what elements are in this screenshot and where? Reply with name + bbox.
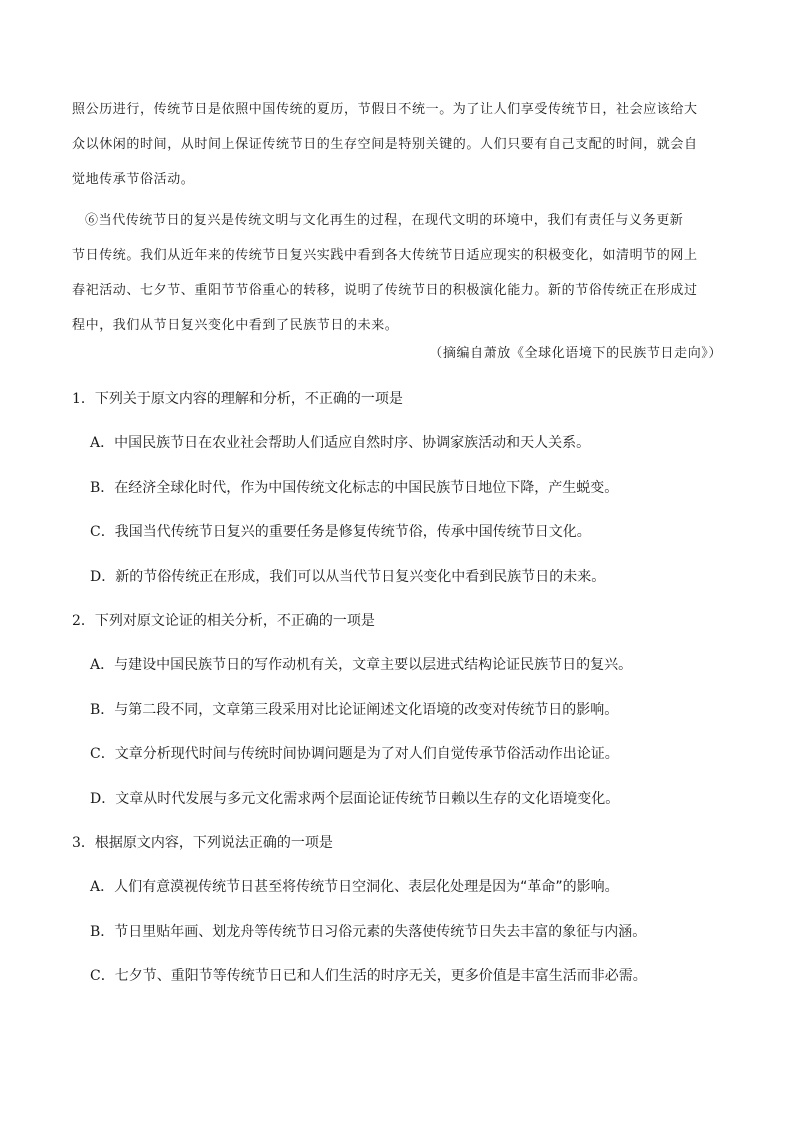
option-letter: B． xyxy=(90,923,115,940)
passage-paragraph-6 xyxy=(72,203,722,343)
option-text: 节日里贴年画、划龙舟等传统节日习俗元素的失落使传统节日失去丰富的象征与内涵。 xyxy=(114,923,647,940)
question-1 xyxy=(72,388,732,610)
passage-source: （摘编自萧放《全球化语境下的民族节日走向》） xyxy=(429,346,722,361)
question-number: 1． xyxy=(72,391,95,407)
question-2 xyxy=(72,610,732,832)
option-text: 人们有意漠视传统节日甚至将传统节日空洞化、表层化处理是因为“革命”的影响。 xyxy=(114,879,619,895)
option-text: 在经济全球化时代，作为中国传统文化标志的中国民族节日地位下降，产生蜕变。 xyxy=(114,479,619,496)
option-a xyxy=(72,876,732,921)
question-number: 3． xyxy=(72,835,95,851)
question-stem xyxy=(72,610,732,654)
question-stem xyxy=(72,832,732,876)
option-c xyxy=(72,965,732,1010)
option-text: 文章从时代发展与多元文化需求两个层面论证传统节日赖以生存的文化语境变化。 xyxy=(115,790,620,807)
option-b xyxy=(72,699,732,744)
option-letter: D． xyxy=(90,568,116,585)
option-text: 与第二段不同，文章第三段采用对比论证阐述文化语境的改变对传统节日的影响。 xyxy=(114,701,619,718)
passage-line: 照公历进行，传统节日是依照中国传统的夏历，节假日不统一。为了让人们享受传统节日，社会应该给大 xyxy=(72,102,698,117)
option-letter: C． xyxy=(90,746,115,762)
passage-line: 程中，我们从节日复兴变化中看到了民族节日的未来。 xyxy=(72,318,399,333)
passage-line: ⑥当代传统节日的复兴是传统文明与文化再生的过程，在现代文明的环境中，我们有责任与义务更新 xyxy=(85,213,684,228)
option-a xyxy=(72,654,732,699)
option-text: 我国当代传统节日复兴的重要任务是修复传统节俗，传承中国传统节日文化。 xyxy=(114,524,591,540)
question-list xyxy=(72,388,732,1010)
option-text: 七夕节、重阳节等传统节日已和人们生活的时序无关，更多价值是丰富生活而非必需。 xyxy=(114,968,647,984)
question-number: 2． xyxy=(72,613,95,629)
option-b xyxy=(72,921,732,966)
option-text: 中国民族节日在农业社会帮助人们适应自然时序、协调家族活动和天人关系。 xyxy=(114,435,591,451)
option-letter: C． xyxy=(90,968,115,984)
option-d xyxy=(72,788,732,833)
option-d xyxy=(72,566,732,611)
option-text: 新的节俗传统正在形成，我们可以从当代节日复兴变化中看到民族节日的未来。 xyxy=(115,568,606,585)
passage-line: 觉地传承节俗活动。 xyxy=(72,172,195,187)
option-b xyxy=(72,477,732,522)
question-text: 下列对原文论证的相关分析，不正确的一项是 xyxy=(94,613,375,629)
option-letter: C． xyxy=(90,524,115,540)
question-text: 根据原文内容，下列说法正确的一项是 xyxy=(94,835,333,851)
question-3 xyxy=(72,832,732,1010)
passage-line: 春祀活动、七夕节、重阳节节俗重心的转移，说明了传统节日的积极演化能力。新的节俗传统正在形成过 xyxy=(72,283,698,298)
option-text: 与建设中国民族节日的写作动机有关，文章主要以层进式结构论证民族节日的复兴。 xyxy=(114,657,633,673)
option-text: 文章分析现代时间与传统时间协调问题是为了对人们自觉传承节俗活动作出论证。 xyxy=(114,746,619,762)
option-letter: D． xyxy=(90,790,116,807)
option-c xyxy=(72,743,732,788)
option-letter: A． xyxy=(90,657,115,673)
passage-paragraph-continued xyxy=(72,92,722,197)
option-c xyxy=(72,521,732,566)
option-letter: B． xyxy=(90,479,115,496)
option-letter: B． xyxy=(90,701,115,718)
question-text: 下列关于原文内容的理解和分析，不正确的一项是 xyxy=(94,391,403,407)
option-letter: A． xyxy=(90,879,115,895)
option-a xyxy=(72,432,732,477)
option-letter: A． xyxy=(90,435,115,451)
passage-line: 众以休闲的时间，从时间上保证传统节日的生存空间是特别关键的。人们只要有自己支配的时间，就会自 xyxy=(72,137,698,152)
question-stem xyxy=(72,388,732,432)
passage-line: 节日传统。我们从近年来的传统节日复兴实践中看到各大传统节日适应现实的积极变化，如清明节的网上 xyxy=(72,248,698,263)
